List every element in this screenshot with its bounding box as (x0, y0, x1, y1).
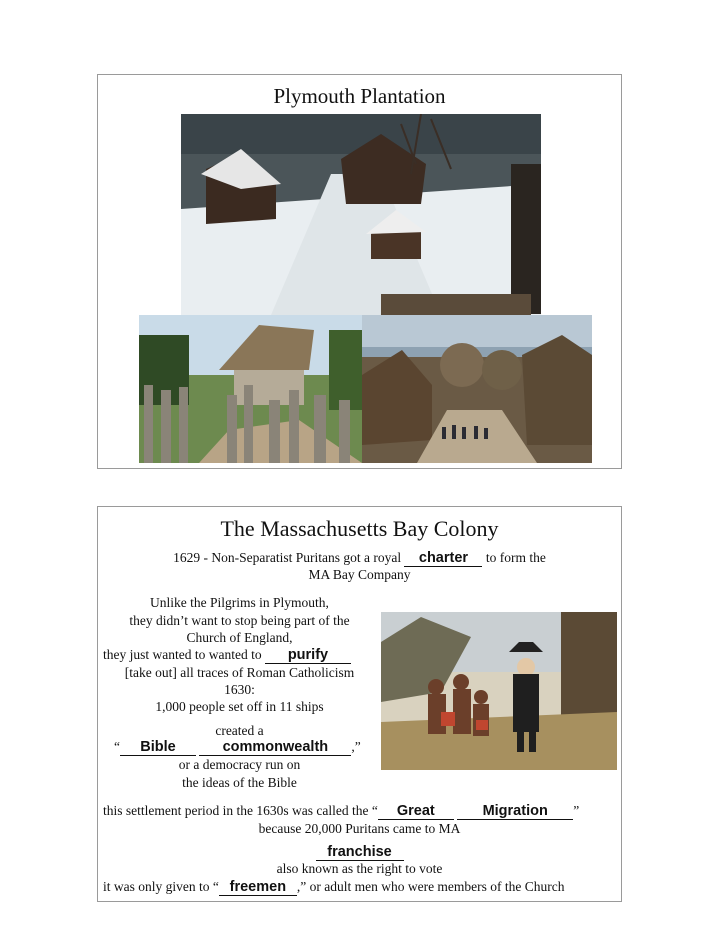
migration-prefix: this settlement period in the 1630s was called the “ (103, 803, 378, 818)
left-text-line: the ideas of the Bible (182, 775, 297, 790)
slide-title: The Massachusetts Bay Colony (220, 516, 499, 541)
puritans-meeting-natives-engraving (381, 612, 617, 770)
franchise-line-2: also known as the right to vote (276, 861, 443, 876)
quote-close: ” (573, 803, 580, 818)
purify-prefix: they just wanted to wanted to (103, 647, 265, 662)
village-street-photo (362, 315, 592, 463)
left-text-line (103, 647, 351, 664)
left-text-line: or a democracy run on (178, 757, 301, 772)
left-text-line: they didn’t want to stop being part of the (129, 613, 350, 628)
left-text-line: [take out] all traces of Roman Catholicism (124, 665, 355, 680)
left-text-line: Church of England, (186, 630, 293, 645)
left-text-line: Unlike the Pilgrims in Plymouth, (150, 595, 329, 610)
left-text-line: 1,000 people set off in 11 ships (155, 699, 324, 714)
answer-bible: Bible (120, 740, 196, 756)
answer-migration: Migration (457, 804, 573, 820)
migration-line-2: because 20,000 Puritans came to MA (258, 821, 461, 836)
quote-open: “ (114, 739, 120, 754)
migration-line-1 (103, 803, 579, 820)
franchise-suffix: ,” or adult men who were members of the Church (296, 879, 565, 894)
slide-title: Plymouth Plantation (273, 84, 446, 108)
intro-text: 1629 - Non-Separatist Puritans got a royal (173, 550, 405, 565)
intro-line-2: MA Bay Company (308, 567, 411, 582)
answer-freemen: freemen (219, 880, 297, 896)
intro-line-1 (98, 550, 621, 567)
slide-plymouth-plantation (97, 74, 622, 469)
slide-massachusetts-bay-colony (97, 506, 622, 902)
left-text-line: created a (215, 723, 264, 738)
snowy-village-photo (181, 114, 541, 315)
franchise-line-1 (98, 844, 621, 861)
answer-franchise: franchise (316, 845, 404, 861)
quote-close: ,” (351, 739, 361, 754)
answer-charter: charter (404, 551, 482, 567)
left-text-line: 1630: (224, 682, 255, 697)
thatched-cottage-photo (139, 315, 362, 463)
left-text-line (114, 739, 361, 756)
intro-text-post: to form the (482, 550, 546, 565)
answer-commonwealth: commonwealth (199, 740, 351, 756)
answer-purify: purify (265, 648, 351, 664)
answer-great: Great (378, 804, 454, 820)
franchise-prefix: it was only given to “ (103, 879, 219, 894)
franchise-line-3 (103, 879, 565, 896)
